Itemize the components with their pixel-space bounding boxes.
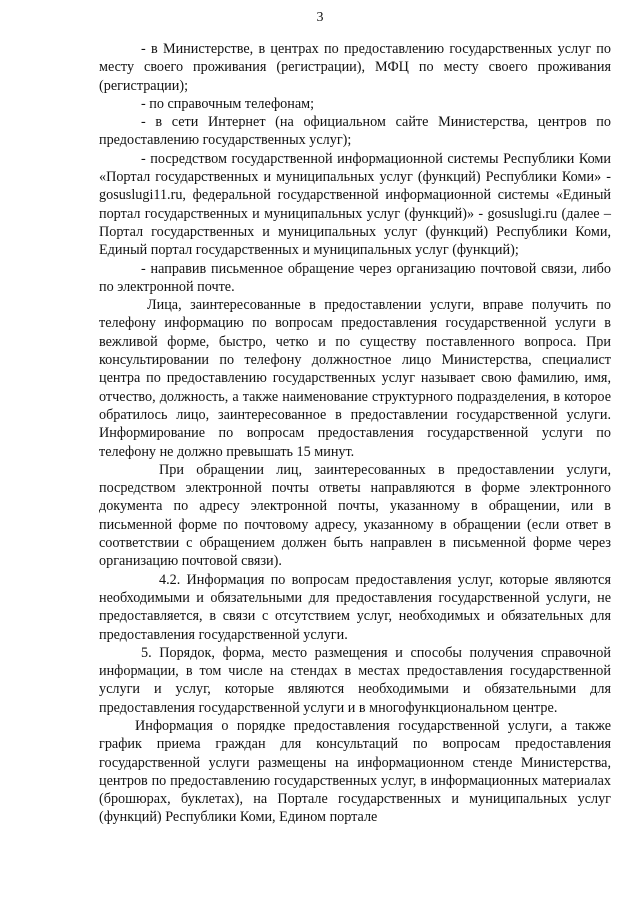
paragraph-portal: - посредством государственной информационной системы Республики Коми «Портал государственных и муниципальных услуг (функций) Республики Коми» - gosuslugi11.ru, федеральной государственной информационной системы «Единый портал государственных и муниципальных услуг (функций)» - gosuslugi.ru (далее – Портал государственных и муниципальных услуг (функций) Республики Коми, Единый портал государственных и муниципальных услуг (функций); bbox=[99, 150, 611, 259]
paragraph-section-4-2: 4.2. Информация по вопросам предоставления услуг, которые являются необходимыми и обязательными для предоставления государственной услуги, не предоставляется, в связи с отсутствием услуг, необходимых и обязательных для предоставления государственной услуги. bbox=[99, 571, 611, 643]
paragraph-section-5: 5. Порядок, форма, место размещения и способы получения справочной информации, в том числе на стендах в местах предоставления государственной услуги и услуг, которые являются необходимыми и обязательными для предоставления государственной услуги и в многофункциональном центре. bbox=[99, 644, 611, 716]
paragraph-ministry-centers: - в Министерстве, в центрах по предоставлению государственных услуг по месту своего проживания (регистрации), МФЦ по месту своего проживания (регистрации); bbox=[99, 41, 611, 94]
paragraph-information-stand: Информация о порядке предоставления государственной услуги, а также график приема граждан для консультаций по вопросам предоставления государственной услуги размещены на информационном стенде Министерства, центров по предоставлению государственных услуг, в информационных материалах (брошюрах, буклетах), на Портале государственных и муниципальных услуг (функций) Республики Коми, Едином портале bbox=[99, 717, 611, 826]
paragraph-internet: - в сети Интернет (на официальном сайте Министерства, центров по предоставлению государственных услуг); bbox=[99, 114, 611, 149]
paragraph-phones: - по справочным телефонам; bbox=[141, 95, 315, 112]
paragraph-email-responses: При обращении лиц, заинтересованных в предоставлении услуги, посредством электронной почты ответы направляются в форме электронного документа по адресу электронной почты, указанному в обращении, или в письменной форме по почтовому адресу, указанному в обращении (если ответ в соответствии с обращением должен быть направлен в письменной форме через организацию почтовой связи). bbox=[99, 461, 611, 570]
paragraph-phone-consulting: Лица, заинтересованные в предоставлении услуги, вправе получить по телефону информацию по вопросам предоставления государственной услуги в вежливой форме, быстро, четко и по существу поставленного вопроса. При консультировании по телефону должностное лицо Министерства, специалист центра по предоставлению государственных услуг называет свою фамилию, имя, отчество, должность, а также наименование структурного подразделения, в которое обратилось лицо, заинтересованное в предоставлении государственной услуги. Информирование по вопросам предоставления государственной услуги по телефону не должно превышать 15 минут. bbox=[99, 297, 611, 460]
paragraph-written-request: - направив письменное обращение через организацию почтовой связи, либо по электронной почте. bbox=[99, 260, 611, 295]
page-number: 3 bbox=[316, 10, 324, 25]
document-body bbox=[99, 40, 611, 827]
